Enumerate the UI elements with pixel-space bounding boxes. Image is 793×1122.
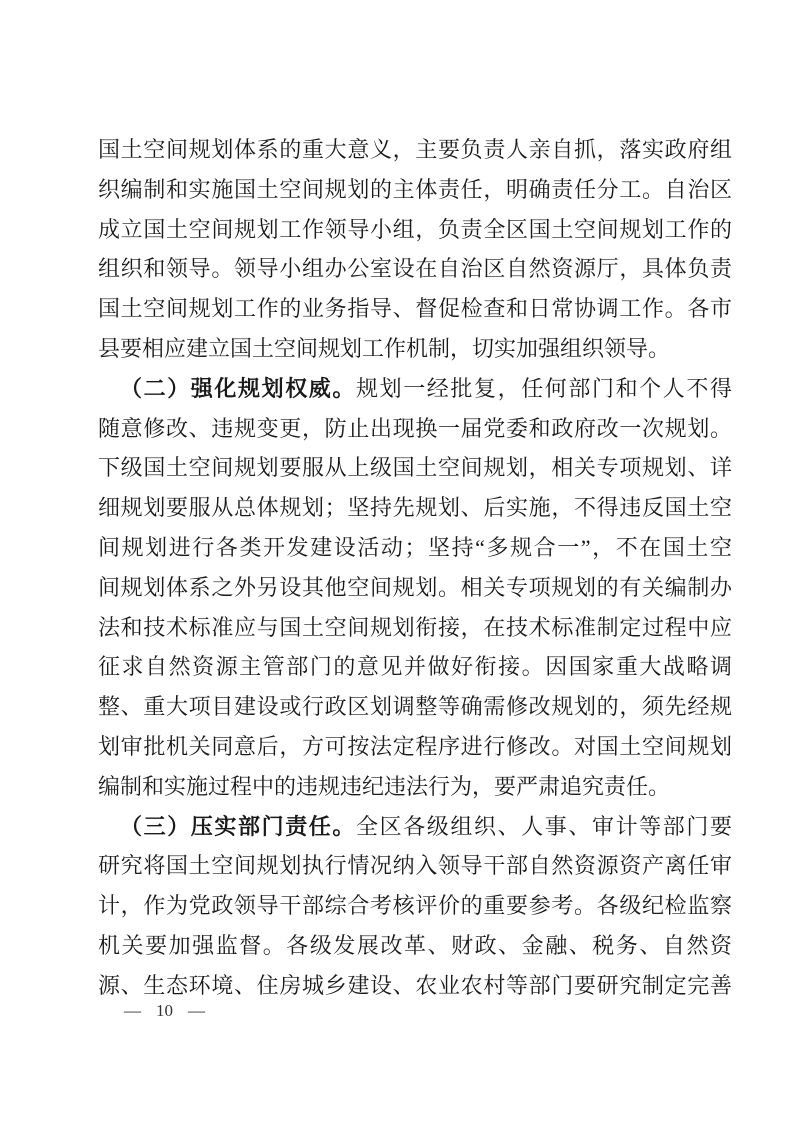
text-line (98, 329, 732, 369)
text-line-content: 全区各级组织、人事、审计等部门要 (356, 813, 732, 839)
text-line-content: 随意修改、违规变更，防止出现换一届党委和政府改一次规划。 (98, 415, 732, 441)
text-line (98, 886, 732, 926)
text-line-content: 组织和领导。领导小组办公室设在自治区自然资源厅，具体负责 (98, 256, 732, 282)
text-line-content: 细规划要服从总体规划；坚持先规划、后实施，不得违反国土空 (98, 495, 732, 521)
text-line-content: 划审批机关同意后，方可按法定程序进行修改。对国土空间规划 (98, 733, 732, 759)
text-line (98, 369, 732, 409)
text-line (98, 249, 732, 289)
text-line-content: 机关要加强监督。各级发展改革、财政、金融、税务、自然资 (98, 932, 732, 958)
text-line-content: 县要相应建立国土空间规划工作机制，切实加强组织领导。 (98, 335, 671, 361)
text-line-content: 下级国土空间规划要服从上级国土空间规划，相关专项规划、详 (98, 455, 732, 481)
page-number-dash-right: — (188, 1001, 205, 1020)
text-line-content: 源、生态环境、住房城乡建设、农业农村等部门要研究制定完善 (98, 972, 732, 998)
text-line (98, 807, 732, 847)
text-line (98, 926, 732, 966)
text-line-content: 计，作为党政领导干部综合考核评价的重要参考。各级纪检监察 (98, 893, 732, 919)
page-number (124, 1001, 205, 1021)
section-heading: （三）压实部门责任。 (120, 813, 356, 839)
text-line-content: 国土空间规划工作的业务指导、督促检查和日常协调工作。各市 (98, 296, 732, 322)
text-line-content: 研究将国土空间规划执行情况纳入领导干部自然资源资产离任审 (98, 853, 732, 879)
text-line-content: 征求自然资源主管部门的意见并做好衔接。因国家重大战略调 (98, 654, 732, 680)
text-line-content: 间规划体系之外另设其他空间规划。相关专项规划的有关编制办 (98, 574, 732, 600)
text-line-content: 法和技术标准应与国土空间规划衔接，在技术标准制定过程中应 (98, 614, 732, 640)
text-line (98, 289, 732, 329)
page-number-dash-left: — (124, 1001, 141, 1020)
page-number-value: 10 (156, 1001, 173, 1020)
text-line (98, 608, 732, 648)
text-line (98, 966, 732, 1006)
text-line (98, 448, 732, 488)
text-line-content: 成立国土空间规划工作领导小组，负责全区国土空间规划工作的 (98, 216, 732, 242)
text-line (98, 568, 732, 608)
text-line (98, 210, 732, 250)
text-line (98, 409, 732, 449)
text-line-content: 织编制和实施国土空间规划的主体责任，明确责任分工。自治区 (98, 176, 732, 202)
text-line (98, 687, 732, 727)
text-line (98, 488, 732, 528)
text-line-content: 间规划进行各类开发建设活动；坚持“多规合一”，不在国土空 (98, 534, 732, 560)
text-line (98, 727, 732, 767)
text-line (98, 647, 732, 687)
document-body (98, 130, 732, 1006)
text-line-content: 编制和实施过程中的违规违纪违法行为，要严肃追究责任。 (98, 773, 671, 799)
text-line (98, 528, 732, 568)
text-line (98, 130, 732, 170)
text-line (98, 846, 732, 886)
text-line-content: 国土空间规划体系的重大意义，主要负责人亲自抓，落实政府组 (98, 137, 732, 162)
text-line (98, 767, 732, 807)
text-line-content: 整、重大项目建设或行政区划调整等确需修改规划的，须先经规 (98, 694, 732, 720)
text-line-content: 规划一经批复，任何部门和个人不得 (356, 375, 732, 401)
section-heading: （二）强化规划权威。 (120, 375, 356, 401)
text-line (98, 170, 732, 210)
